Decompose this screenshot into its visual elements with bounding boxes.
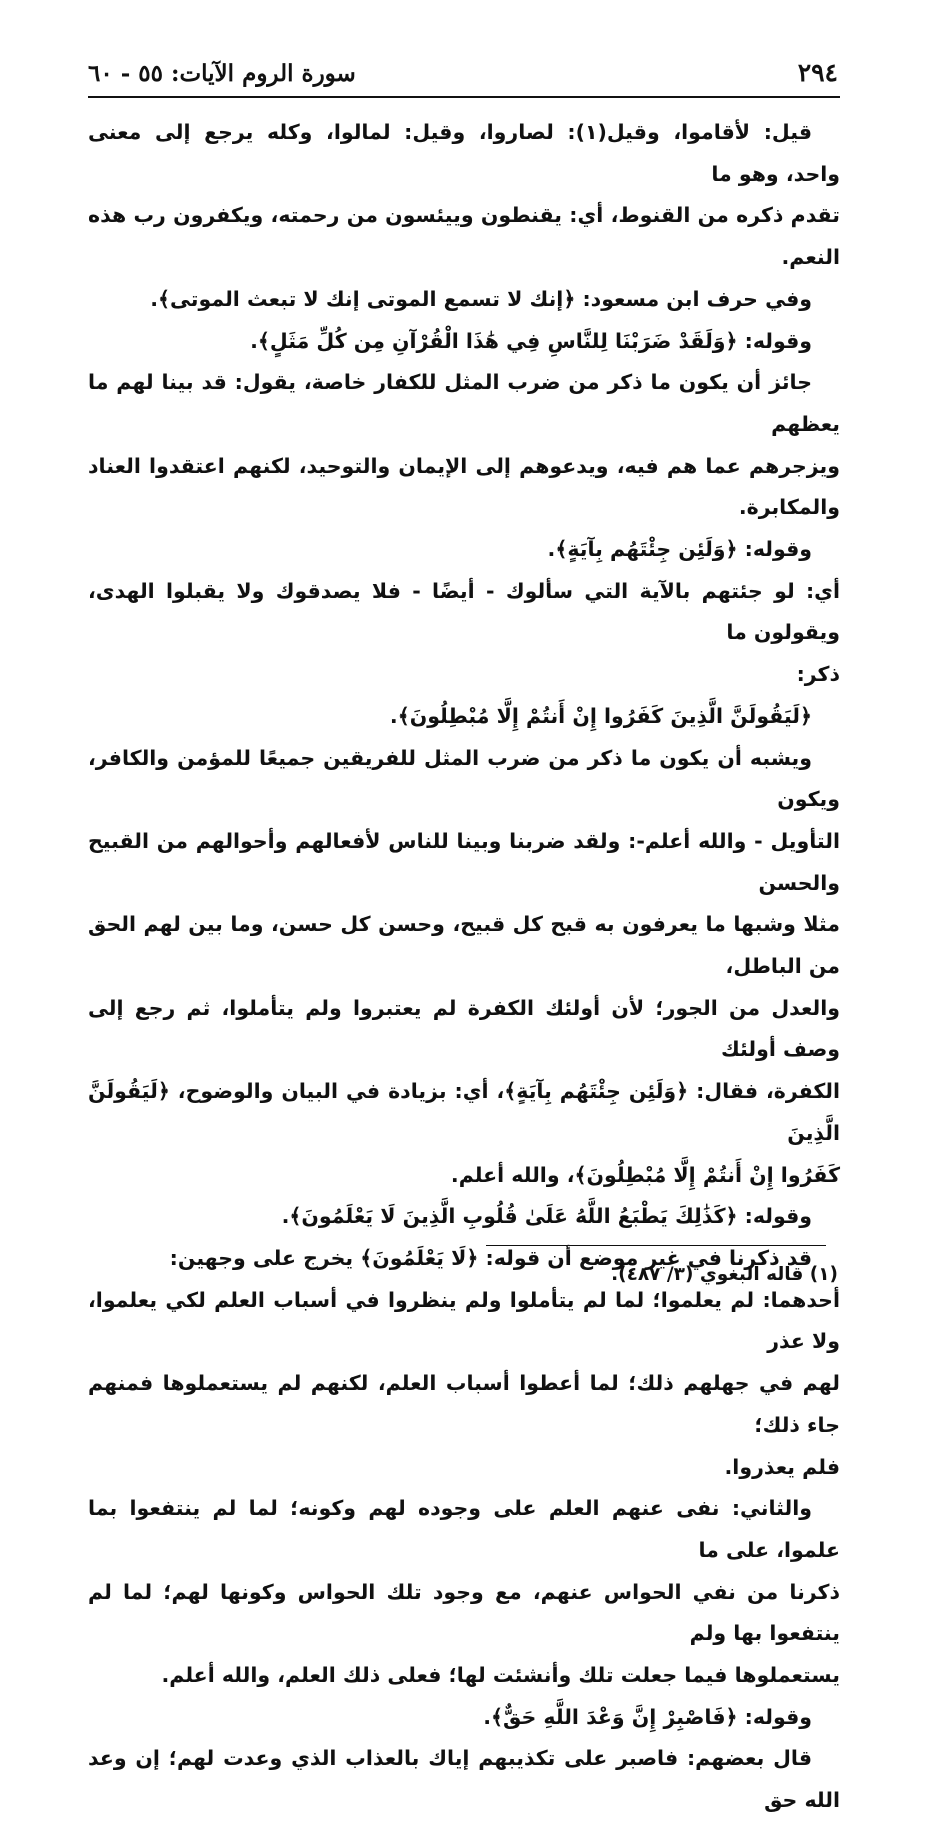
text-line: مثلا وشبها ما يعرفون به قبح كل قبيح، وحسن كل حسن، وما بين لهم الحق من الباطل، xyxy=(88,912,840,979)
body-text xyxy=(88,112,840,1822)
text-line: الكفرة، فقال: ﴿وَلَئِن جِئْتَهُم بِآيَةٍ﴾، أي: بزيادة في البيان والوضوح، ﴿لَيَقُولَنَّ الَّذِينَ xyxy=(88,1079,840,1145)
quran-verse-line: وقوله: ﴿وَلَئِن جِئْتَهُم بِآيَةٍ﴾. xyxy=(547,537,812,562)
text-line: قيل: لأقاموا، وقيل(١): لصاروا، وقيل: لمالوا، وكله يرجع إلى معنى واحد، وهو ما xyxy=(88,120,840,186)
text-line: فلم يعذروا. xyxy=(724,1454,840,1479)
text-line: التأويل - والله أعلم-: ولقد ضربنا وبينا للناس لأفعالهم وأحوالهم من القبيح والحسن xyxy=(88,828,840,895)
quran-verse-line: ﴿لَيَقُولَنَّ الَّذِينَ كَفَرُوا إِنْ أَنتُمْ إِلَّا مُبْطِلُونَ﴾. xyxy=(389,703,812,728)
quran-verse-line: وقوله: ﴿وَلَقَدْ ضَرَبْنَا لِلنَّاسِ فِي هَٰذَا الْقُرْآنِ مِن كُلِّ مَثَلٍ﴾. xyxy=(250,328,812,353)
header-rule xyxy=(88,96,840,98)
text-line: قد ذكرنا في غير موضع أن قوله: ﴿لَا يَعْلَمُونَ﴾ يخرج على وجهين: xyxy=(169,1245,812,1270)
text-line: والعدل من الجور؛ لأن أولئك الكفرة لم يعتبروا ولم يتأملوا، ثم رجع إلى وصف أولئك xyxy=(88,995,840,1062)
footnote-rule xyxy=(486,1245,826,1246)
running-header xyxy=(88,58,838,92)
page-number: ٢٩٤ xyxy=(797,58,838,87)
text-line: كَفَرُوا إِنْ أَنتُمْ إِلَّا مُبْطِلُونَ﴾، والله أعلم. xyxy=(450,1162,840,1187)
running-title: سورة الروم الآيات: ٥٥ - ٦٠ xyxy=(88,60,356,87)
text-line: يستعملوها فيما جعلت تلك وأنشئت لها؛ فعلى ذلك العلم، والله أعلم. xyxy=(161,1663,840,1688)
text-line: ويشبه أن يكون ما ذكر من ضرب المثل للفريقين جميعًا للمؤمن والكافر، ويكون xyxy=(88,745,840,812)
text-line: لهم في جهلهم ذلك؛ لما أعطوا أسباب العلم، لكنهم لم يستعملوها فمنهم جاء ذلك؛ xyxy=(88,1371,840,1437)
text-line: وفي حرف ابن مسعود: ﴿إنك لا تسمع الموتى إنك لا تبعث الموتى﴾. xyxy=(150,286,812,311)
footnote: (١) قاله البغوي (٣/ ٤٨٧). xyxy=(611,1264,838,1285)
text-line: والثاني: نفى عنهم العلم على وجوده لهم وكونه؛ لما لم ينتفعوا بما علموا، على ما xyxy=(88,1496,840,1562)
text-line: أحدهما: لم يعلموا؛ لما لم يتأملوا ولم ينظروا في أسباب العلم لكي يعلموا، ولا عذر xyxy=(88,1287,840,1354)
text-line: ويزجرهم عما هم فيه، ويدعوهم إلى الإيمان والتوحيد، لكنهم اعتقدوا العناد والمكابرة. xyxy=(88,453,840,520)
text-line: قال بعضهم: فاصبر على تكذيبهم إياك بالعذاب الذي وعدت لهم؛ إن وعد الله حق xyxy=(88,1746,840,1813)
quran-verse-line: وقوله: ﴿كَذَٰلِكَ يَطْبَعُ اللَّهُ عَلَىٰ قُلُوبِ الَّذِينَ لَا يَعْلَمُونَ﴾. xyxy=(281,1204,812,1229)
text-line: أي: لو جئتهم بالآية التي سألوك - أيضًا - فلا يصدقوك ولا يقبلوا الهدى، ويقولون ما xyxy=(88,578,840,645)
text-line: تقدم ذكره من القنوط، أي: يقنطون وييئسون من رحمته، ويكفرون رب هذه النعم. xyxy=(88,203,840,270)
text-line: ذكرنا من نفي الحواس عنهم، مع وجود تلك الحواس وكونها لهم؛ لما لم ينتفعوا بها ولم xyxy=(88,1579,840,1646)
text-line: جائز أن يكون ما ذكر من ضرب المثل للكفار خاصة، يقول: قد بينا لهم ما يعظهم xyxy=(88,370,840,436)
quran-verse-line: وقوله: ﴿فَاصْبِرْ إِنَّ وَعْدَ اللَّهِ حَقٌّ﴾. xyxy=(483,1704,812,1729)
text-line: ذكر: xyxy=(796,662,840,687)
